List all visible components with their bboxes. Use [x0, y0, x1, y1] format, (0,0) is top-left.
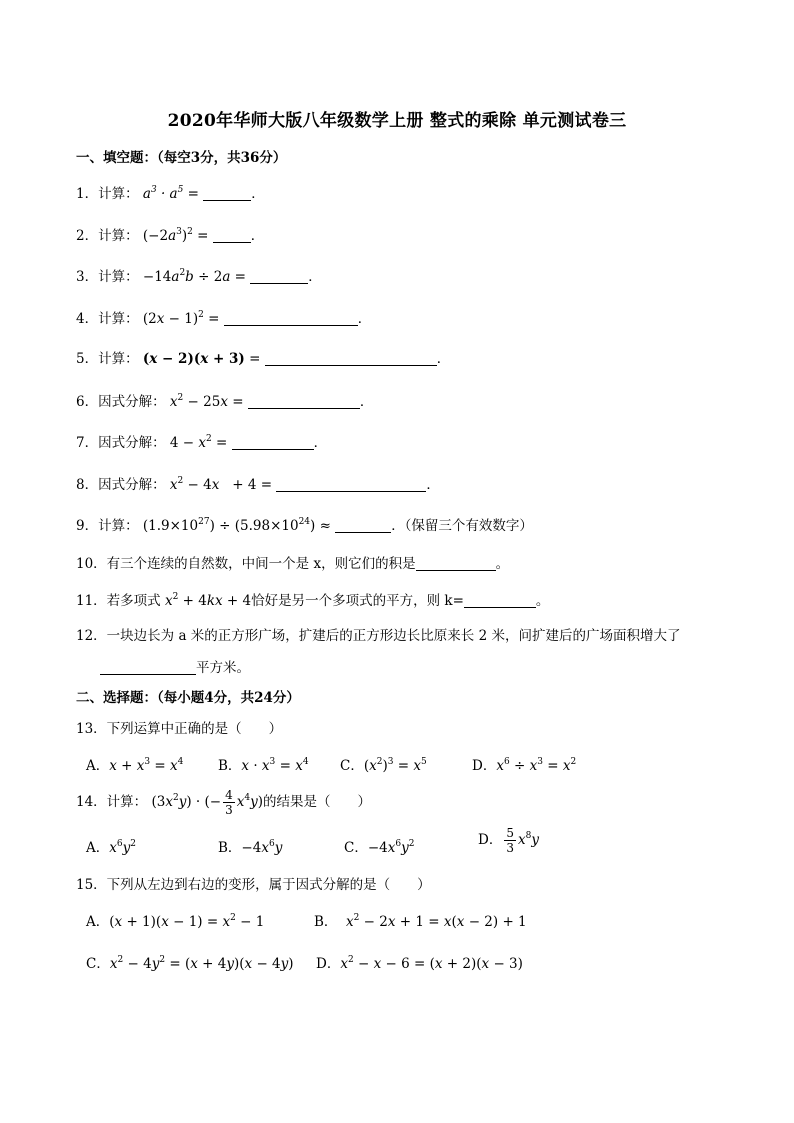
question-8-label: 8．因式分解：	[76, 477, 166, 493]
answer-blank	[265, 351, 437, 366]
answer-blank	[276, 477, 426, 492]
option-b: B．$-4x^6y$	[218, 839, 283, 856]
option-b: B．$x \cdot x^3 = x^4$	[218, 757, 309, 774]
question-6: 6．因式分解： $x^2 - 25x$ = ．	[76, 393, 374, 410]
question-7-label: 7．因式分解：	[76, 435, 166, 451]
answer-blank	[464, 593, 536, 608]
question-4: 4．计算： $(2x - 1)^2$ = ．	[76, 310, 372, 327]
answer-blank	[232, 435, 314, 450]
answer-blank	[203, 186, 251, 201]
answer-blank	[224, 311, 358, 326]
option-b: B． $x^2 - 2x + 1 = x(x - 2) + 1$	[314, 913, 527, 930]
answer-blank	[416, 556, 496, 571]
section-fill-in: 一、填空题：（每空3分，共36分）	[76, 150, 287, 166]
question-10: 10．有三个连续的自然数，中间一个是 x，则它们的积是 。	[76, 556, 510, 572]
question-12: 12．一块边长为 a 米的正方形广场，扩建后的正方形边长比原来长 2 米，问扩建后的广场面积增大了	[76, 628, 681, 644]
question-8: 8．因式分解： $x^2 - 4x + 4$ = ．	[76, 476, 440, 493]
option-a: A．$x^6y^2$	[86, 839, 136, 856]
question-11: 11．若多项式 $x^2 + 4kx + 4$恰好是另一个多项式的平方，则 k= 。	[76, 592, 550, 609]
answer-blank	[213, 228, 251, 243]
question-13: 13．下列运算中正确的是（ ）	[76, 721, 283, 737]
page-title: 2020年华师大版八年级数学上册 整式的乘除 单元测试卷三	[167, 111, 627, 131]
question-1-label: 1．计算：	[76, 186, 139, 202]
answer-blank	[250, 269, 308, 284]
answer-blank	[100, 660, 196, 675]
option-a: A．$x + x^3 = x^4$	[86, 757, 184, 774]
answer-blank	[248, 394, 360, 409]
question-15: 15．下列从左边到右边的变形，属于因式分解的是（ ）	[76, 877, 431, 893]
question-4-label: 4．计算：	[76, 311, 139, 327]
option-c: C．$x^2 - 4y^2 = (x + 4y)(x - 4y)$	[86, 955, 294, 972]
option-d: D． $\frac{5}{3}$ $x^8y$	[478, 826, 539, 855]
question-1: 1．计算： $a^3 \cdot a^5$ = ．	[76, 185, 265, 202]
question-2-label: 2．计算：	[76, 228, 139, 244]
question-7: 7．因式分解： $4 - x^2$ = ．	[76, 434, 328, 451]
option-d: D．$x^2 - x - 6 = (x + 2)(x - 3)$	[316, 955, 523, 972]
question-9-label: 9．计算：	[76, 518, 139, 534]
question-2: 2．计算： $(-2a^3)^2$ = ．	[76, 227, 265, 244]
question-5: 5．计算： (x − 2)(x + 3) = ．	[76, 351, 451, 367]
option-a: A．$(x + 1)(x - 1) = x^2 - 1$	[86, 913, 265, 930]
option-c: C．$-4x^6y^2$	[344, 839, 415, 856]
question-9: 9．计算： $(1.9\times 10^{27}) \div (5.98\times 10^{24})$ ≈ ．（保留三个有效数字）	[76, 517, 533, 534]
question-3-label: 3．计算：	[76, 269, 139, 285]
option-d: D．$x^6 \div x^3 = x^2$	[472, 757, 577, 774]
answer-blank	[335, 518, 391, 533]
question-5-label: 5．计算：	[76, 351, 139, 367]
question-14: 14．计算： $(3x^2y)$ · (− $\frac{4}{3}$ $x^4y$)的结果是（ ）	[76, 788, 371, 817]
question-12-line2: 平方米。	[100, 656, 250, 676]
option-c: C．$(x^2)^3 = x^5$	[340, 757, 427, 774]
question-6-label: 6．因式分解：	[76, 394, 166, 410]
question-3: 3．计算： $-14a^2b \div 2a$ = ．	[76, 268, 322, 285]
section-choice: 二、选择题：（每小题4分，共24分）	[76, 690, 300, 706]
